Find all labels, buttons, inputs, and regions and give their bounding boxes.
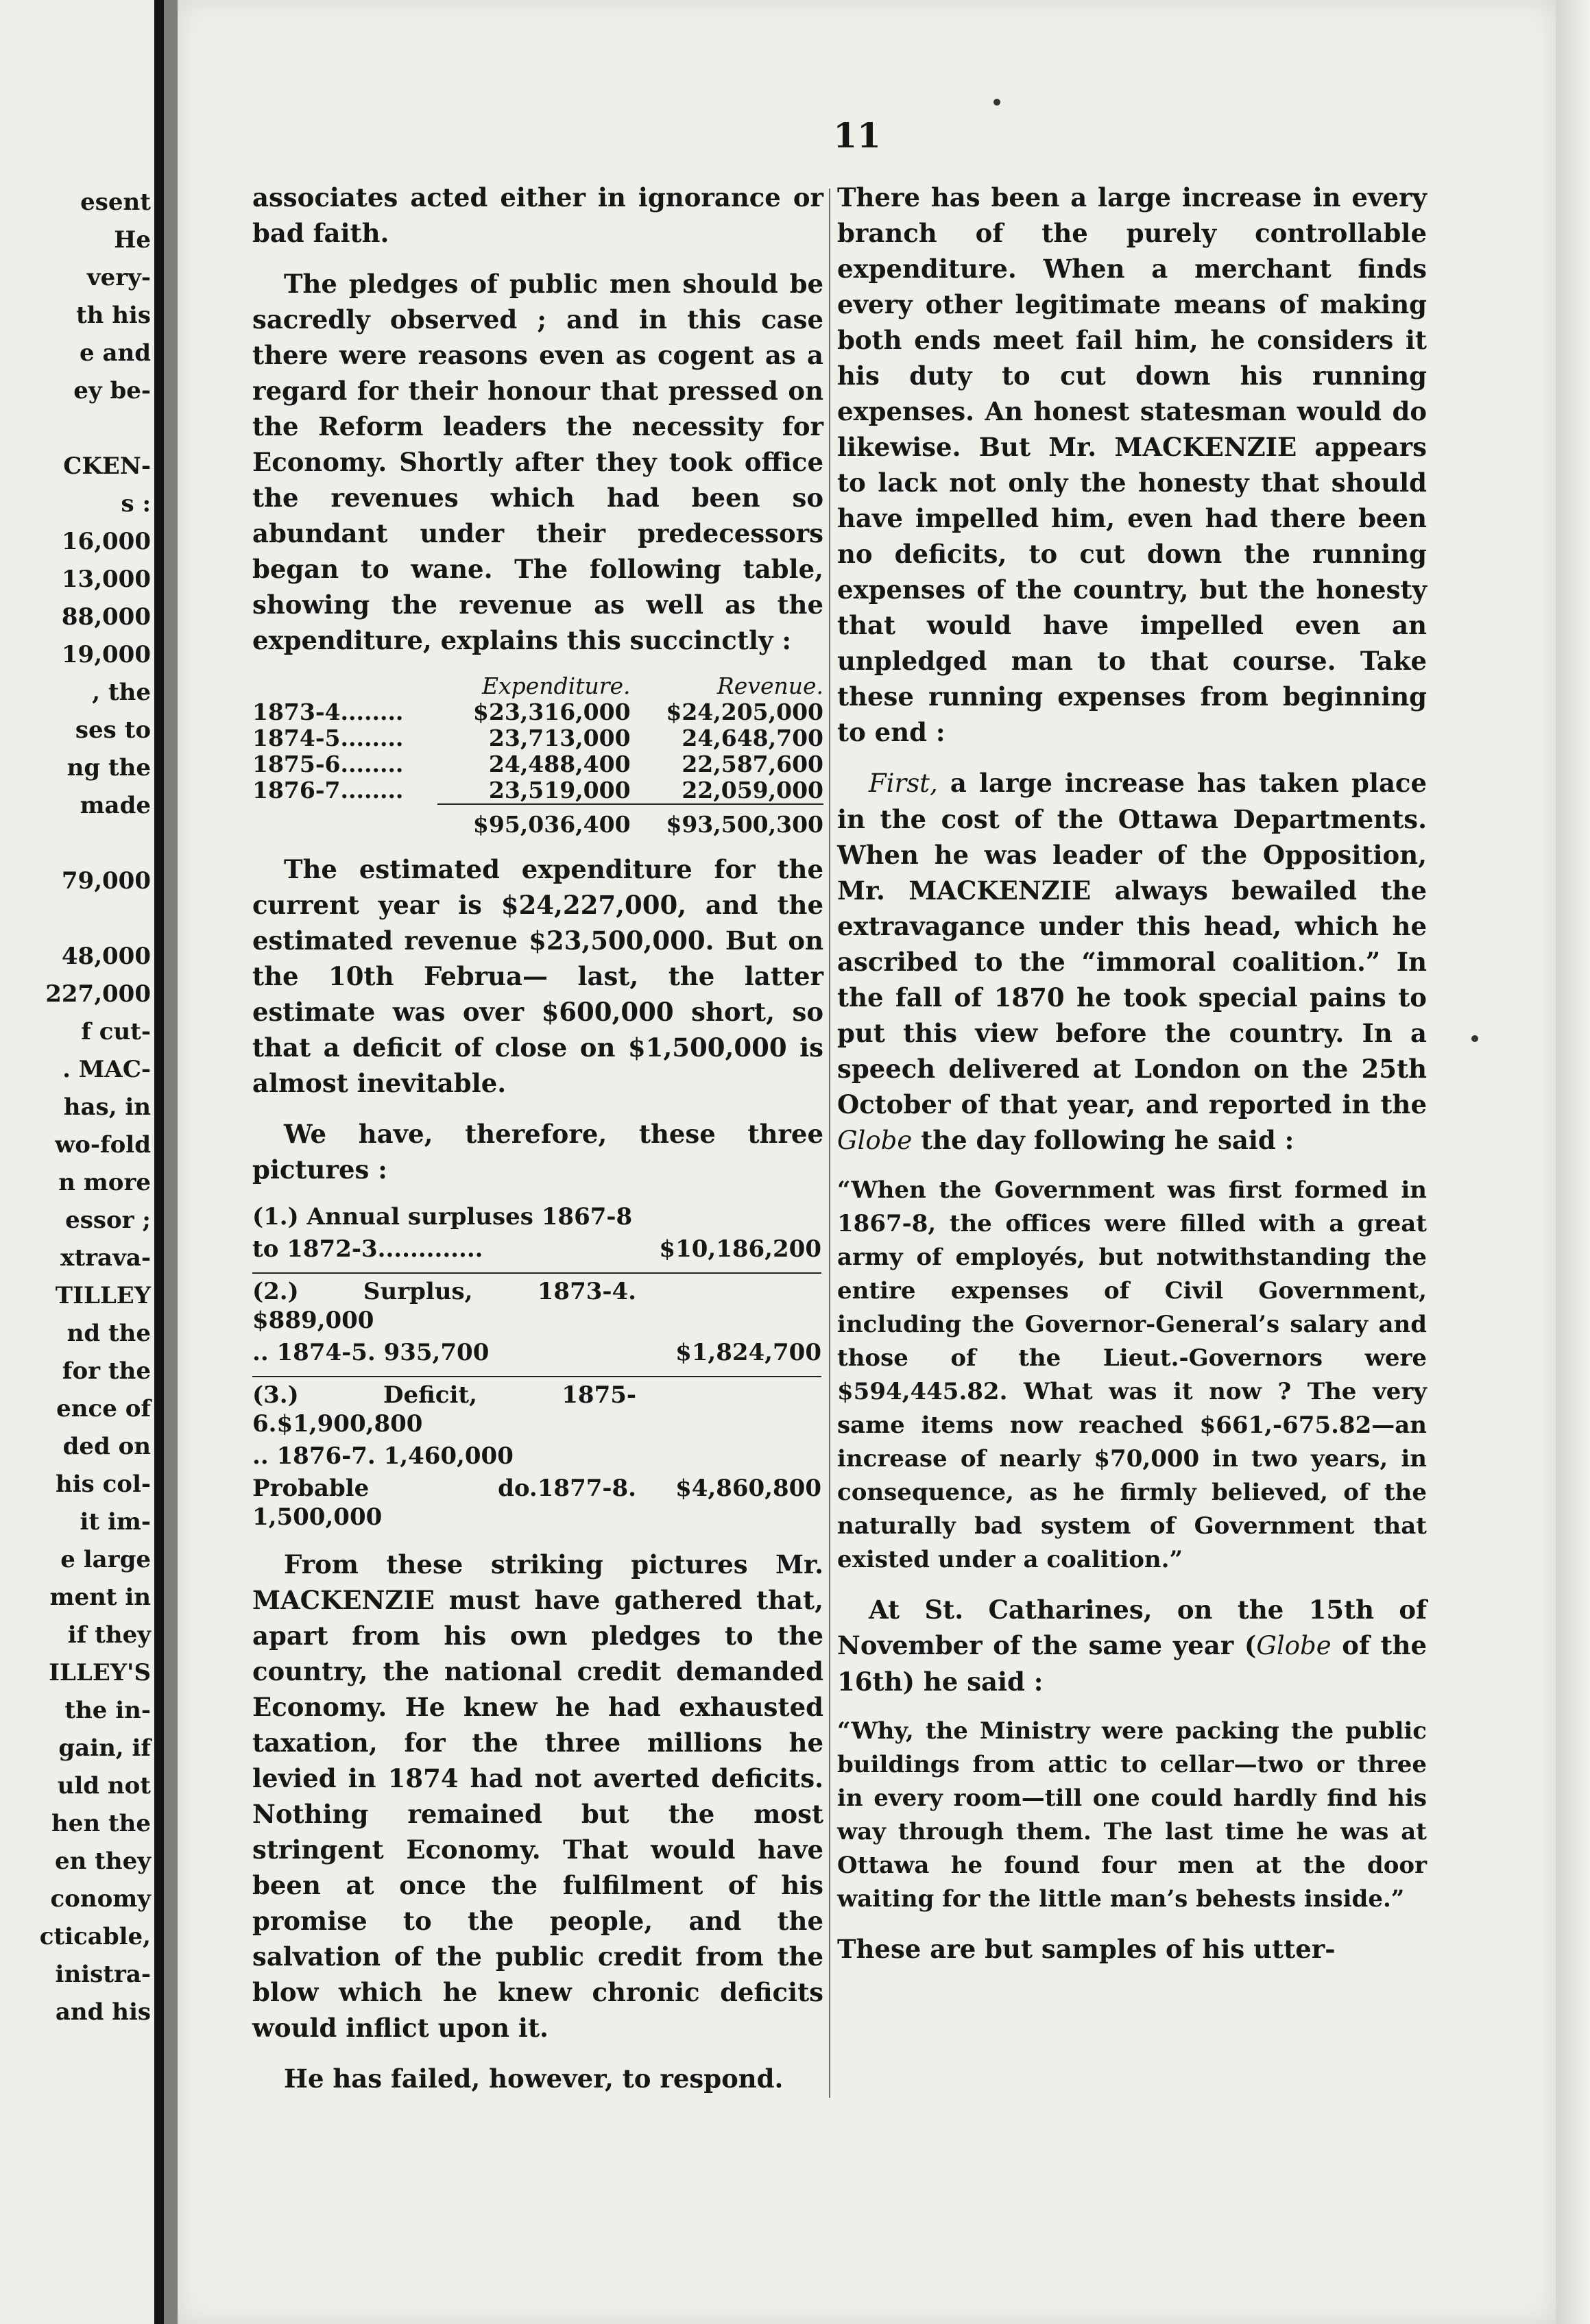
left-text-column bbox=[252, 180, 823, 2111]
paragraph: The pledges of public men should be sacredly observed ; and in this case there were reasons even as cogent as a regard for their honour that pressed on the Reform leaders the necessity for Economy. Shortly after they took office the revenues which had been so abundant under their predecessors began to wane. The following table, showing the revenue as well as the expenditure, explains this succinctly : bbox=[252, 269, 823, 655]
left-page-fragment: He bbox=[114, 226, 151, 254]
year-cell: 1875-6 bbox=[252, 751, 341, 777]
left-page-fragment: uld not bbox=[57, 1772, 151, 1800]
dot-leader: ........ bbox=[340, 777, 404, 803]
left-page-fragment: ey be- bbox=[73, 377, 151, 404]
left-page-fragment: 79,000 bbox=[61, 867, 151, 895]
table-header-expenditure: Expenditure. bbox=[481, 673, 631, 699]
year-cell: 1874-5 bbox=[252, 725, 341, 751]
left-page-fragment: ng the bbox=[67, 754, 151, 782]
left-page-fragment: TILLEY bbox=[55, 1282, 151, 1309]
revenue-cell: 22,587,600 bbox=[682, 751, 823, 777]
left-page-fragment: ded on bbox=[62, 1433, 151, 1460]
dot-leader: ........ bbox=[340, 699, 404, 725]
revenue-cell: 24,648,700 bbox=[682, 725, 823, 751]
table-row bbox=[252, 751, 823, 777]
dot-leader: ........ bbox=[340, 725, 404, 751]
newspaper-title: Globe bbox=[1256, 1631, 1332, 1660]
paragraph-text: At St. Catharines, on the 15th of November of the same year ( bbox=[837, 1595, 1427, 1660]
expenditure-cell: 23,519,000 bbox=[488, 777, 631, 803]
left-page-fragment: 19,000 bbox=[61, 641, 151, 668]
left-page-fragment: 48,000 bbox=[61, 943, 151, 970]
left-page-fragment bbox=[0, 825, 151, 862]
quotation: “Why, the Ministry were packing the public buildings from attic to cellar—two or three in every room—till one could hardly find his way through them. The last time he was at Ottawa he found four men at the door waiting for the little man’s behests inside.” bbox=[837, 1717, 1427, 1913]
left-page-fragment: very- bbox=[86, 264, 151, 291]
left-page-fragment: ence of bbox=[56, 1395, 151, 1423]
left-page-fragment: ILLEY'S bbox=[49, 1659, 151, 1686]
picture-3-label-continued: .. 1876-7. 1,460,000 bbox=[252, 1442, 514, 1470]
paragraph-text: a large increase has taken place in the cost of the Ottawa Departments. When he was leader of the Opposition, Mr. MACKENZIE always bewailed the extravagance under this head, which he ascribed to the “immoral coalition.” In the fall of 1870 he took special pains to put this view before the country. In a speech delivered at London on the 25th October of that year, and reported in the bbox=[837, 768, 1427, 1119]
left-page-fragment: his col- bbox=[55, 1470, 151, 1498]
totals-row bbox=[252, 804, 823, 838]
table-row bbox=[252, 777, 823, 804]
expenditure-cell: $23,316,000 bbox=[472, 699, 631, 725]
quotation: “When the Government was first formed in 1867-8, the offices were filled with a great army of employés, but notwithstanding the entire expenses of Civil Government, including the Governor-General’s salary and those of the Lieut.-Governors were $594,445.82. What was it now ? The very same items now reached $661,-675.82—an increase of nearly $70,000 in two years, in consequence, as he firmly believed, of the naturally bad system of Government that existed under a coalition.” bbox=[837, 1176, 1427, 1573]
left-page-fragment: made bbox=[80, 792, 151, 819]
left-page-fragment: en they bbox=[54, 1848, 151, 1875]
dot-leader: ........ bbox=[340, 751, 404, 777]
total-revenue: $93,500,300 bbox=[631, 804, 823, 838]
table-row bbox=[252, 725, 823, 751]
scan-speck bbox=[1471, 1035, 1478, 1042]
left-page-fragment: f cut- bbox=[81, 1018, 151, 1045]
picture-1-label-continued: to 1872-3............. bbox=[252, 1235, 483, 1263]
paragraph: These are but samples of his utter- bbox=[837, 1934, 1336, 1964]
expenditure-revenue-table bbox=[252, 673, 823, 838]
left-page-fragment: for the bbox=[62, 1357, 151, 1385]
year-cell: 1876-7 bbox=[252, 777, 341, 803]
paragraph: He has failed, however, to respond. bbox=[284, 2063, 784, 2094]
picture-1-label: (1.) Annual surpluses 1867-8 bbox=[252, 1203, 633, 1231]
picture-2-label: (2.) Surplus, 1873-4. $889,000 bbox=[252, 1278, 636, 1334]
left-page-fragment: e and bbox=[80, 339, 151, 367]
left-page-fragment: it im- bbox=[80, 1508, 151, 1536]
picture-1-total: $10,186,200 bbox=[659, 1235, 821, 1263]
left-page-fragment: . MAC- bbox=[62, 1056, 151, 1083]
left-page-fragment: esent bbox=[80, 189, 151, 216]
table-header-revenue: Revenue. bbox=[716, 673, 823, 699]
left-page-fragment: th his bbox=[75, 302, 151, 329]
left-page-fragment: xtrava- bbox=[60, 1244, 151, 1272]
divider bbox=[252, 1376, 636, 1377]
left-page-fragment: s : bbox=[121, 490, 151, 518]
paragraph bbox=[837, 765, 1427, 1159]
picture-3-label-probable: Probable do.1877-8. 1,500,000 bbox=[252, 1475, 636, 1531]
revenue-cell: $24,205,000 bbox=[666, 699, 823, 725]
left-page-fragment bbox=[0, 900, 151, 938]
left-page-fragment: inistra- bbox=[55, 1961, 151, 1988]
paragraph: The estimated expenditure for the current year is $24,227,000, and the estimated revenue $23,500,000. But on the 10th Februa— last, the latter estimate was over $600,000 short, so that a deficit of close on $1,500,000 is almost inevitable. bbox=[252, 854, 823, 1098]
paragraph-text-end: the day following he said : bbox=[912, 1125, 1294, 1155]
revenue-cell: 22,059,000 bbox=[682, 777, 823, 803]
picture-2-label-continued: .. 1874-5. 935,700 bbox=[252, 1339, 490, 1366]
left-page-fragment: has, in bbox=[63, 1093, 151, 1121]
page-number: 11 bbox=[833, 115, 881, 156]
table-cell bbox=[252, 673, 437, 699]
picture-3-label: (3.) Deficit, 1875-6.$1,900,800 bbox=[252, 1381, 636, 1438]
left-page-fragment: wo-fold bbox=[54, 1131, 151, 1159]
left-page-fragment: e large bbox=[60, 1546, 151, 1573]
column-divider bbox=[829, 189, 830, 2098]
divider bbox=[636, 1272, 821, 1274]
left-page-fragment: CKEN- bbox=[63, 452, 151, 480]
scan-speck bbox=[993, 99, 1000, 106]
left-page-fragment: ses to bbox=[75, 716, 151, 744]
three-pictures-list bbox=[252, 1202, 823, 1532]
left-page-fragment: 88,000 bbox=[61, 603, 151, 631]
paragraph: From these striking pictures Mr. MACKENZIE must have gathered that, apart from his own pledges to the country, the national credit demanded Economy. He knew he had exhausted taxation, for the three millions he levied in 1874 had not averted deficits. Nothing remained but the most stringent Economy. That would have been at once the fulfilment of his promise to the people, and the salvation of the public credit from the blow which he knew chronic deficits would inflict upon it. bbox=[252, 1549, 823, 2043]
left-page-fragment: ment in bbox=[49, 1584, 151, 1611]
left-page-fragment: and his bbox=[55, 1998, 151, 2026]
left-page-fragment: nd the bbox=[67, 1320, 151, 1347]
left-page-fragment: n more bbox=[58, 1169, 151, 1196]
picture-3-total: $4,860,800 bbox=[675, 1475, 821, 1502]
left-page-fragment: conomy bbox=[50, 1885, 151, 1913]
expenditure-cell: 24,488,400 bbox=[488, 751, 631, 777]
divider bbox=[252, 1272, 636, 1274]
paragraph bbox=[837, 1592, 1427, 1699]
newspaper-title: Globe bbox=[837, 1126, 913, 1155]
left-page-fragment: 227,000 bbox=[45, 980, 151, 1008]
book-gutter bbox=[164, 0, 178, 2324]
left-page-fragment: 16,000 bbox=[61, 528, 151, 555]
left-page-fragment: gain, if bbox=[58, 1734, 151, 1762]
right-page-shadow bbox=[1556, 0, 1590, 2324]
expenditure-cell: 23,713,000 bbox=[488, 725, 631, 751]
left-page-fragment: hen the bbox=[51, 1810, 151, 1837]
left-page-fragment bbox=[0, 410, 151, 448]
paragraph: associates acted either in ignorance or bad faith. bbox=[252, 182, 823, 248]
page-edge-line bbox=[154, 0, 164, 2324]
picture-2-total: $1,824,700 bbox=[675, 1339, 821, 1366]
left-page-fragment: 13,000 bbox=[61, 566, 151, 593]
adjacent-left-page bbox=[0, 0, 154, 2324]
paragraph: We have, therefore, these three pictures : bbox=[252, 1119, 823, 1185]
total-expenditure: $95,036,400 bbox=[437, 804, 630, 838]
left-page-fragment: , the bbox=[92, 679, 151, 706]
left-page-fragment: the in- bbox=[64, 1697, 151, 1724]
left-page-text-fragments bbox=[0, 184, 151, 2031]
table-row bbox=[252, 699, 823, 725]
left-page-fragment: essor ; bbox=[65, 1207, 151, 1234]
divider bbox=[636, 1376, 821, 1377]
left-page-fragment: if they bbox=[67, 1621, 151, 1649]
emphasis-first: First, bbox=[869, 768, 938, 798]
table-cell bbox=[252, 804, 437, 838]
paragraph-text-end: of the 16th) he said : bbox=[837, 1630, 1428, 1697]
year-cell: 1873-4 bbox=[252, 699, 341, 725]
left-page-fragment: cticable, bbox=[39, 1923, 151, 1950]
paragraph: There has been a large increase in every branch of the purely controllable expenditure. When a merchant finds every other legitimate means of making both ends meet fail him, he considers it his duty to cut down his running expenses. An honest statesman would do likewise. But Mr. MACKENZIE appears to lack not only the honesty that should have impelled him, even had there been no deficits, to cut down the running expenses of the country, but the honesty that would have impelled even an unpledged man to that course. Take these running expenses from beginning to end : bbox=[837, 182, 1427, 747]
right-text-column bbox=[837, 180, 1427, 1982]
